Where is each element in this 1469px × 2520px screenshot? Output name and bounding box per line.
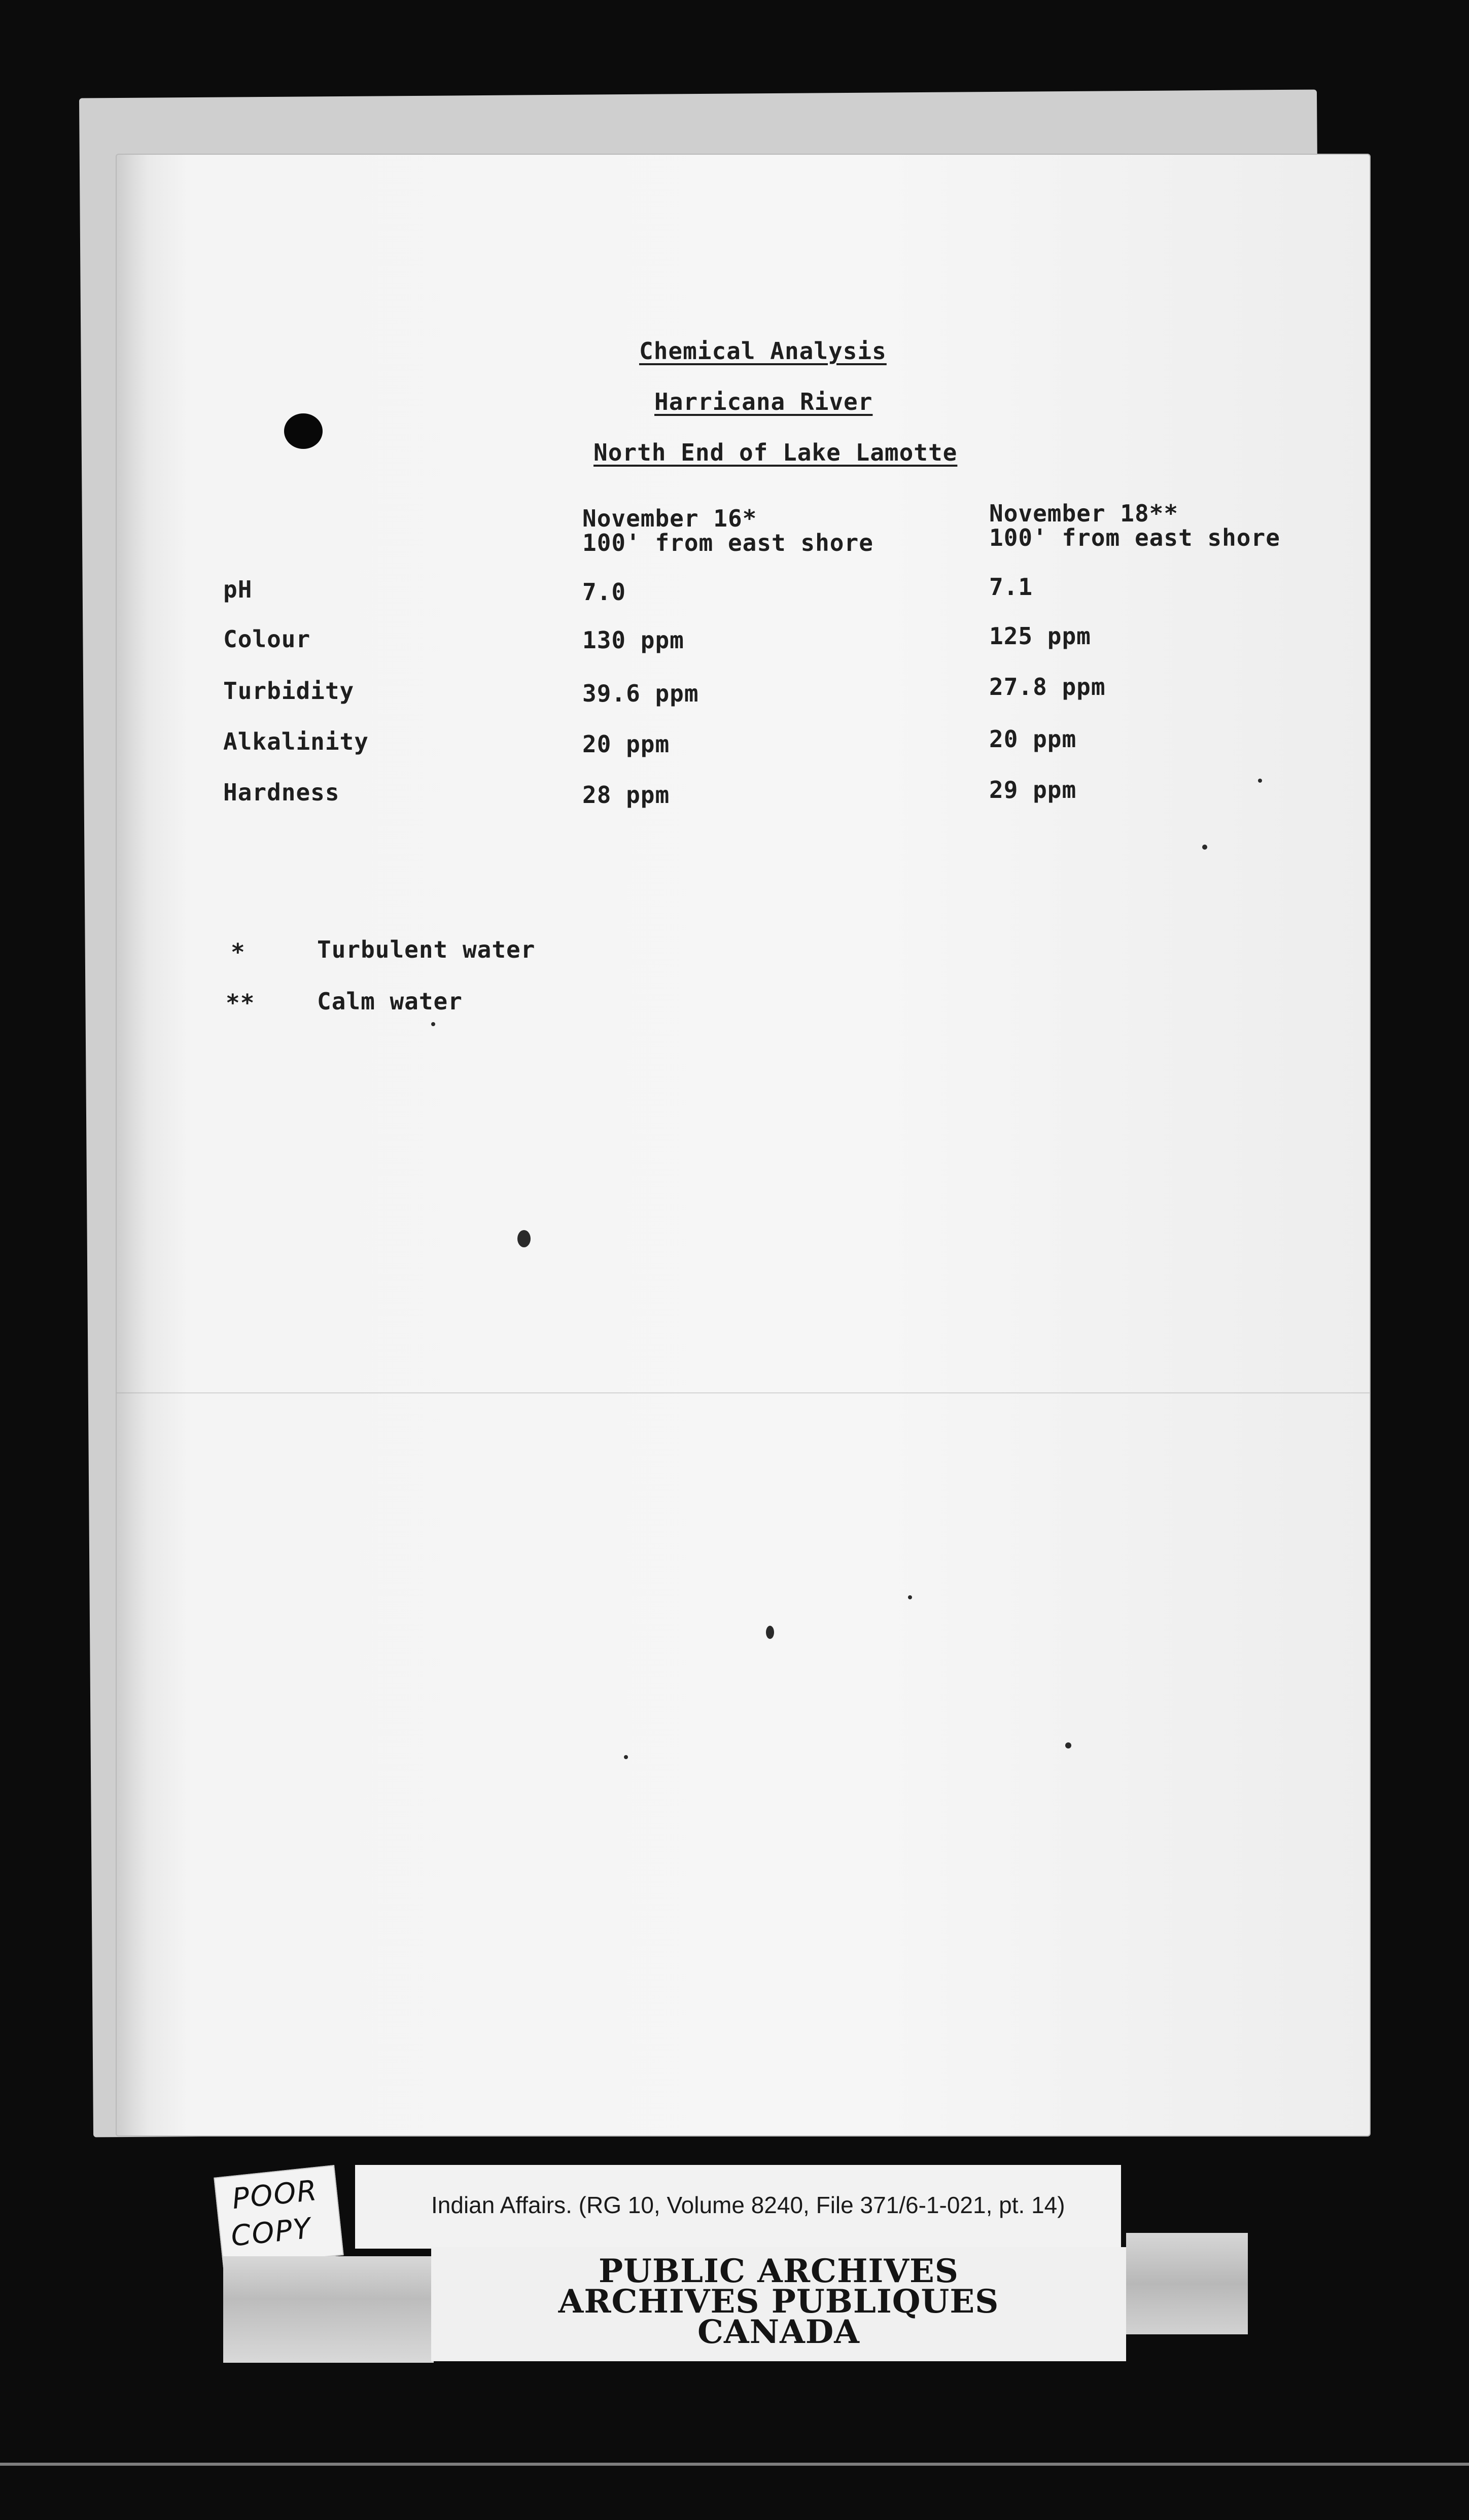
column-1-location: 100' from east shore: [582, 529, 873, 556]
row-alkalinity-col1: 20 ppm: [582, 730, 670, 758]
footnote-text-1: Turbulent water: [317, 936, 536, 963]
row-ph-col2: 7.1: [989, 573, 1033, 601]
speck: [1065, 1742, 1071, 1748]
title-line-1: Chemical Analysis: [639, 337, 887, 365]
title-line-2: Harricana River: [654, 388, 873, 415]
reference-text: Indian Affairs. (RG 10, Volume 8240, File 371/6-1-021, pt. 14): [431, 2192, 1065, 2218]
row-label-turbidity: Turbidity: [223, 677, 355, 705]
document-page: [117, 155, 1370, 2136]
row-hardness-col2: 29 ppm: [989, 776, 1077, 803]
row-turbidity-col2: 27.8 ppm: [989, 673, 1106, 701]
title-line-3: North End of Lake Lamotte: [593, 439, 958, 466]
speck: [431, 1022, 435, 1026]
speck: [624, 1755, 628, 1759]
row-turbidity-col1: 39.6 ppm: [582, 680, 699, 707]
row-colour-col1: 130 ppm: [582, 626, 684, 654]
speck: [517, 1230, 531, 1247]
row-label-alkalinity: Alkalinity: [223, 728, 369, 755]
archive-line-1: PUBLIC ARCHIVES: [598, 2252, 959, 2290]
speck: [1258, 779, 1262, 783]
speck: [1202, 845, 1207, 850]
row-hardness-col1: 28 ppm: [582, 781, 670, 809]
column-2-date: November 18**: [989, 500, 1179, 527]
tape-left: [223, 2256, 434, 2363]
footnote-mark-2: **: [226, 989, 255, 1017]
row-colour-col2: 125 ppm: [989, 622, 1091, 650]
poor-copy-line-2: COPY: [229, 2212, 313, 2253]
row-label-hardness: Hardness: [223, 779, 340, 806]
column-1-date: November 16*: [582, 505, 757, 532]
column-2-location: 100' from east shore: [989, 524, 1280, 551]
archive-line-2: ARCHIVES PUBLIQUES: [558, 2283, 999, 2321]
row-label-ph: pH: [223, 576, 253, 603]
archive-stamp: [431, 2247, 1126, 2361]
archive-line-3: CANADA: [697, 2313, 860, 2351]
row-label-colour: Colour: [223, 625, 311, 653]
fold-line: [117, 1392, 1370, 1393]
poor-copy-note: [214, 2165, 343, 2268]
footnote-text-2: Calm water: [317, 988, 463, 1015]
speck: [766, 1626, 774, 1639]
row-ph-col1: 7.0: [582, 578, 626, 606]
punch-hole: [284, 413, 323, 449]
footnote-mark-1: *: [231, 938, 246, 966]
poor-copy-line-1: POOR: [230, 2174, 320, 2216]
reference-label: [355, 2165, 1121, 2249]
tape-right: [1126, 2233, 1248, 2334]
row-alkalinity-col2: 20 ppm: [989, 725, 1077, 753]
speck: [908, 1595, 912, 1599]
bottom-rule: [0, 2463, 1469, 2466]
